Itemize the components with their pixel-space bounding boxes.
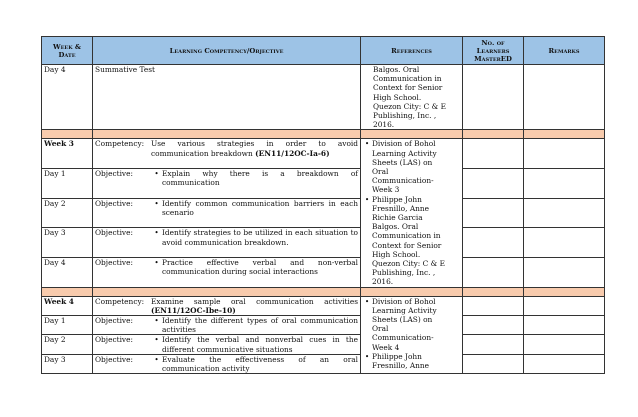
reference-line: Richie Garcia — [372, 213, 423, 223]
day-row — [42, 228, 605, 258]
reference-line: Fresnillo, Anne — [372, 361, 430, 371]
reference-text — [372, 195, 460, 287]
reference-line: Context for Senior — [373, 83, 443, 93]
competency-text — [151, 297, 358, 315]
bullet-icon: • — [154, 228, 159, 238]
reference-line: Oral — [372, 167, 389, 177]
reference-line: Week 4 — [372, 342, 400, 352]
reference-line: 2016. — [373, 120, 395, 130]
day-cell: Day 2 — [42, 198, 93, 228]
objective-text: Identify the different types of oral communication activities — [162, 316, 358, 335]
header-row — [42, 37, 605, 65]
reference-line: Communication in — [373, 74, 442, 84]
reference-line: Week 3 — [372, 185, 400, 195]
competency-cell — [93, 296, 361, 315]
reference-line: Context for Senior — [372, 240, 442, 250]
separator-cell — [93, 287, 361, 296]
objective-cell — [93, 169, 361, 199]
objective-label: Objective: — [95, 257, 133, 267]
week-row — [42, 139, 605, 169]
bullet-icon: • — [364, 296, 370, 306]
reference-line: Division of Bohol — [372, 296, 436, 306]
separator-row — [42, 287, 605, 296]
objective-cell — [93, 316, 361, 335]
objective-cell — [93, 335, 361, 354]
bullet-icon: • — [364, 139, 370, 149]
reference-line: Division of Bohol — [372, 139, 436, 149]
objective-label: Objective: — [95, 335, 133, 345]
reference-line: Publishing, Inc. , — [373, 111, 437, 121]
day-cell: Day 1 — [42, 169, 93, 199]
separator-cell — [93, 130, 361, 139]
header-mastered: No. of Learners MasterED — [463, 37, 524, 65]
remarks-cell — [524, 198, 605, 228]
objective-cell — [93, 228, 361, 258]
separator-row — [42, 130, 605, 139]
references-cell — [361, 65, 463, 130]
objective-label: Objective: — [95, 354, 133, 364]
separator-cell — [42, 287, 93, 296]
day-cell: Day 4 — [42, 65, 93, 130]
objective-text: Identify strategies to be utilized in each situation to avoid communication breakdown. — [162, 228, 358, 247]
day-cell: Day 3 — [42, 228, 93, 258]
header-week-date: Week & Date — [42, 37, 93, 65]
competency-label: Competency: — [95, 296, 145, 306]
mastered-cell — [463, 198, 524, 228]
bullet-icon: • — [154, 257, 159, 267]
objective-text: Identify common communication barriers in each scenario — [162, 198, 358, 217]
week-label: Week 4 — [42, 296, 93, 315]
separator-cell — [524, 287, 605, 296]
reference-text — [372, 352, 460, 370]
objective-text: Identify the verbal and nonverbal cues in the different communicative situations — [162, 335, 358, 354]
remarks-cell — [524, 228, 605, 258]
reference-item — [362, 139, 460, 194]
separator-cell — [463, 287, 524, 296]
day-row — [42, 169, 605, 199]
reference-line: Fresnillo, Anne — [372, 203, 430, 213]
reference-line: Learning Activity — [372, 305, 437, 315]
mastered-cell — [463, 139, 524, 169]
reference-item — [362, 195, 460, 287]
remarks-cell — [524, 257, 605, 287]
mastered-cell — [463, 354, 524, 373]
bullet-icon: • — [154, 354, 159, 364]
separator-cell — [42, 130, 93, 139]
bullet-icon: • — [154, 316, 159, 326]
competency-text — [151, 139, 358, 157]
day-row — [42, 316, 605, 335]
table-row — [42, 65, 605, 130]
separator-cell — [361, 130, 463, 139]
competency-description: Use various strategies in order to avoid communication breakdown — [151, 139, 358, 158]
mastered-cell — [463, 65, 524, 130]
objective-label: Objective: — [95, 198, 133, 208]
separator-cell — [361, 287, 463, 296]
reference-line: Learning Activity — [372, 148, 437, 158]
mastered-cell — [463, 228, 524, 258]
reference-line: Philippe John — [372, 194, 422, 204]
reference-line: High School. — [372, 249, 421, 259]
reference-item — [362, 352, 460, 370]
week-row — [42, 296, 605, 315]
day-cell: Day 1 — [42, 316, 93, 335]
objective-text: Evaluate the effectiveness of an oral communication activity — [162, 354, 358, 374]
mastered-cell — [463, 169, 524, 199]
header-remarks: Remarks — [524, 37, 605, 65]
reference-line: Balgos. Oral — [372, 222, 419, 232]
remarks-cell — [524, 139, 605, 169]
objective-label: Objective: — [95, 228, 133, 238]
reference-line: Communication in — [372, 231, 441, 241]
day-cell: Day 2 — [42, 335, 93, 354]
reference-line: Quezon City: C & E — [373, 101, 446, 111]
mastered-cell — [463, 257, 524, 287]
reference-line: Oral — [372, 324, 389, 334]
bullet-icon: • — [364, 351, 370, 361]
remarks-cell — [524, 354, 605, 373]
reference-line: Balgos. Oral — [373, 65, 420, 74]
bullet-icon: • — [154, 169, 159, 179]
bullet-icon: • — [154, 335, 159, 345]
reference-line: 2016. — [372, 277, 394, 287]
objective-cell — [93, 257, 361, 287]
competency-code: (EN11/12OC-Ibe-10) — [151, 305, 236, 315]
week-label: Week 3 — [42, 139, 93, 169]
mastered-cell — [463, 316, 524, 335]
reference-line: Communication- — [372, 333, 434, 343]
reference-line: Publishing, Inc. , — [372, 268, 436, 278]
competency-label: Competency: — [95, 139, 145, 149]
reference-line: Quezon City: C & E — [372, 259, 445, 269]
day-row — [42, 335, 605, 354]
day-cell: Day 3 — [42, 354, 93, 373]
separator-cell — [524, 130, 605, 139]
reference-line: Sheets (LAS) on — [372, 315, 433, 325]
remarks-cell — [524, 316, 605, 335]
reference-line: Communication- — [372, 176, 434, 186]
reference-line: High School. — [373, 92, 422, 102]
objective-label: Objective: — [95, 169, 133, 179]
header-competency: Learning Competency/Objective — [93, 37, 361, 65]
day-row — [42, 198, 605, 228]
remarks-cell — [524, 169, 605, 199]
reference-text — [372, 139, 460, 194]
reference-line: Philippe John — [372, 351, 422, 361]
header-references: References — [361, 37, 463, 65]
objective-cell — [93, 198, 361, 228]
reference-line: Sheets (LAS) on — [372, 157, 433, 167]
competency-description: Examine sample oral communication activities — [151, 296, 358, 306]
competency-cell — [93, 139, 361, 169]
lesson-plan-table — [41, 36, 604, 374]
day-cell: Day 4 — [42, 257, 93, 287]
reference-text — [372, 297, 460, 352]
remarks-cell — [524, 65, 605, 130]
references-cell — [361, 296, 463, 374]
day-row — [42, 257, 605, 287]
separator-cell — [463, 130, 524, 139]
competency-code: (EN11/12OC-Ia-6) — [255, 148, 330, 158]
objective-text: Practice effective verbal and non-verbal communication during social interactions — [162, 257, 358, 277]
objective-cell — [93, 354, 361, 373]
objective-label: Objective: — [95, 316, 133, 326]
day-row — [42, 354, 605, 373]
mastered-cell — [463, 335, 524, 354]
bullet-icon: • — [364, 194, 370, 204]
objective-text: Explain why there is a breakdown of communication — [162, 169, 358, 188]
bullet-icon: • — [154, 198, 159, 208]
remarks-cell — [524, 296, 605, 315]
references-cell — [361, 139, 463, 287]
reference-item — [362, 297, 460, 352]
objective-cell: Summative Test — [93, 65, 361, 130]
remarks-cell — [524, 335, 605, 354]
mastered-cell — [463, 296, 524, 315]
